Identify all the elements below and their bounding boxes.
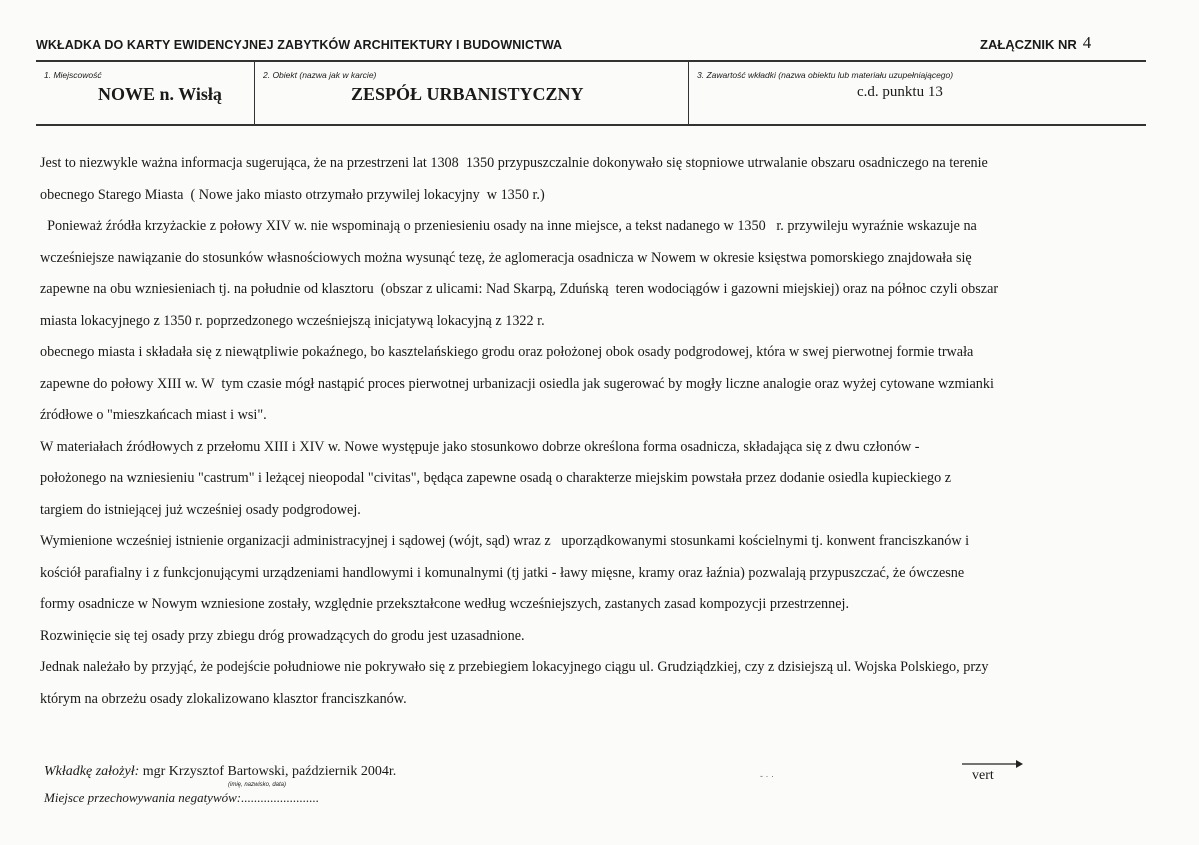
field-content-value: c.d. punktu 13 xyxy=(857,84,943,100)
text-line: Ponieważ źródła krzyżackie z połowy XIV w. nie wspominają o przeniesieniu osady na inne miejsce, a tekst nadanego w 1350 r. przywileju wyraźnie wskazuje na xyxy=(40,218,977,234)
negatives-label: Miejsce przechowywania negatywów: xyxy=(44,790,242,805)
vert-label: vert xyxy=(972,768,994,783)
field-place-value: NOWE n. Wisłą xyxy=(98,84,222,104)
text-line: Jednak należało by przyjąć, że podejście południowe nie pokrywało się z przebiegiem lokacyjnego ciągu ul. Grudziądzkiej, czy z dzisiejszą ul. Wojska Polskiego, przy xyxy=(40,659,989,675)
field-place xyxy=(36,62,255,124)
body-text xyxy=(40,148,1140,715)
text-line: W materiałach źródłowych z przełomu XIII i XIV w. Nowe występuje jako stosunkowo dobrze określona forma osadnicza, składająca się z dwu członów - xyxy=(40,438,920,455)
author-value: mgr Krzysztof Bartowski, październik 2004r. xyxy=(142,764,397,779)
text-line: położonego na wzniesieniu "castrum" i leżącej nieopodal "civitas", będąca zapewne osadą o charakterze miejskim powstała przez dodanie osiedla kupieckiego z xyxy=(40,470,952,486)
field-object-label: 2. Obiekt (nazwa jak w karcie) xyxy=(263,70,377,80)
text-line: obecnego Starego Miasta ( Nowe jako miasto otrzymało przywilej lokacyjny w 1350 r.) xyxy=(40,186,545,203)
text-line: którym na obrzeżu osady zlokalizowano klasztor franciszkanów. xyxy=(40,690,407,707)
text-line: zapewne na obu wzniesieniach tj. na południe od klasztoru (obszar z ulicami: Nad Skarpą, Zduńską teren wodociągów i gazowni miejskiej) oraz na północ czyli obszar xyxy=(40,281,999,297)
text-line: zapewne do połowy XIII w. W tym czasie mógł nastąpić proces pierwotnej urbanizacji osiedla jak sugerować by mogły liczne analogie oraz wyżej cytowane wzmianki xyxy=(40,375,994,392)
field-object-value: ZESPÓŁ URBANISTYCZNY xyxy=(351,84,584,104)
attachment-number: 4 xyxy=(1082,33,1092,52)
field-content-label: 3. Zawartość wkładki (nazwa obiektu lub materiału uzupełniającego) xyxy=(697,70,954,80)
text-line: formy osadnicze w Nowym wzniesione zostały, względnie przekształcone według wcześniejszych, zastanych zasad kompozycji przestrzennej. xyxy=(40,596,850,612)
text-line: źródłowe o "mieszkańcach miast i wsi". xyxy=(40,407,267,423)
text-line: wcześniejsze nawiązanie do stosunków własnościowych można wysunąć tezę, że aglomeracja osadnicza w Nowem w okresie księstwa pomorskiego znajdowała się xyxy=(40,249,972,266)
text-line: Jest to niezwykle ważna informacja sugerująca, że na przestrzeni lat 1308 1350 przypuszczalnie dokonywało się stopniowe utrwalanie obszaru osadniczego na terenie xyxy=(40,155,988,171)
fields-table xyxy=(36,60,1146,126)
text-line: obecnego miasta i składała się z niewątpliwie pokaźnego, bo kasztelańskiego grodu oraz położonej obok osady podgrodowej, która w swej pierwotnej formie trwała xyxy=(40,344,974,360)
text-line: miasta lokacyjnego z 1350 r. poprzedzonego wcześniejszą inicjatywą lokacyjną z 1322 r. xyxy=(40,312,545,329)
text-line: Wymienione wcześniej istnienie organizacji administracyjnej i sądowej (wójt, sąd) wraz z uporządkowanymi stosunkami kościelnymi tj. konwent franciszkanów i xyxy=(40,533,970,549)
attachment-heading xyxy=(980,34,1091,54)
author-hint: (imię, nazwisko, data) xyxy=(228,782,287,788)
text-line: Rozwinięcie się tej osady przy zbiegu dróg prowadzących do grodu jest uzasadnione. xyxy=(40,627,525,644)
footer-author xyxy=(44,764,396,780)
attachment-label: ZAŁĄCZNIK NR xyxy=(980,37,1077,52)
author-label: Wkładkę założył: xyxy=(44,764,140,779)
field-object xyxy=(255,62,689,124)
text-line: kościół parafialny i z funkcjonującymi urządzeniami handlowymi i komunalnymi (tj jatki - ławy mięsne, kramy oraz łaźnia) pozwalają przypuszczać, że ówczesne xyxy=(40,564,965,581)
footer-negatives xyxy=(44,790,319,806)
text-line: targiem do istniejącej już wcześniej osady podgrodowej. xyxy=(40,501,361,518)
negatives-dots: ........................ xyxy=(241,790,320,805)
form-title: WKŁADKA DO KARTY EWIDENCYJNEJ ZABYTKÓW ARCHITEKTURY I BUDOWNICTWA xyxy=(36,38,563,52)
scan-mark: - · · xyxy=(760,771,774,781)
field-content xyxy=(689,62,1146,124)
field-place-label: 1. Miejscowość xyxy=(44,70,102,80)
